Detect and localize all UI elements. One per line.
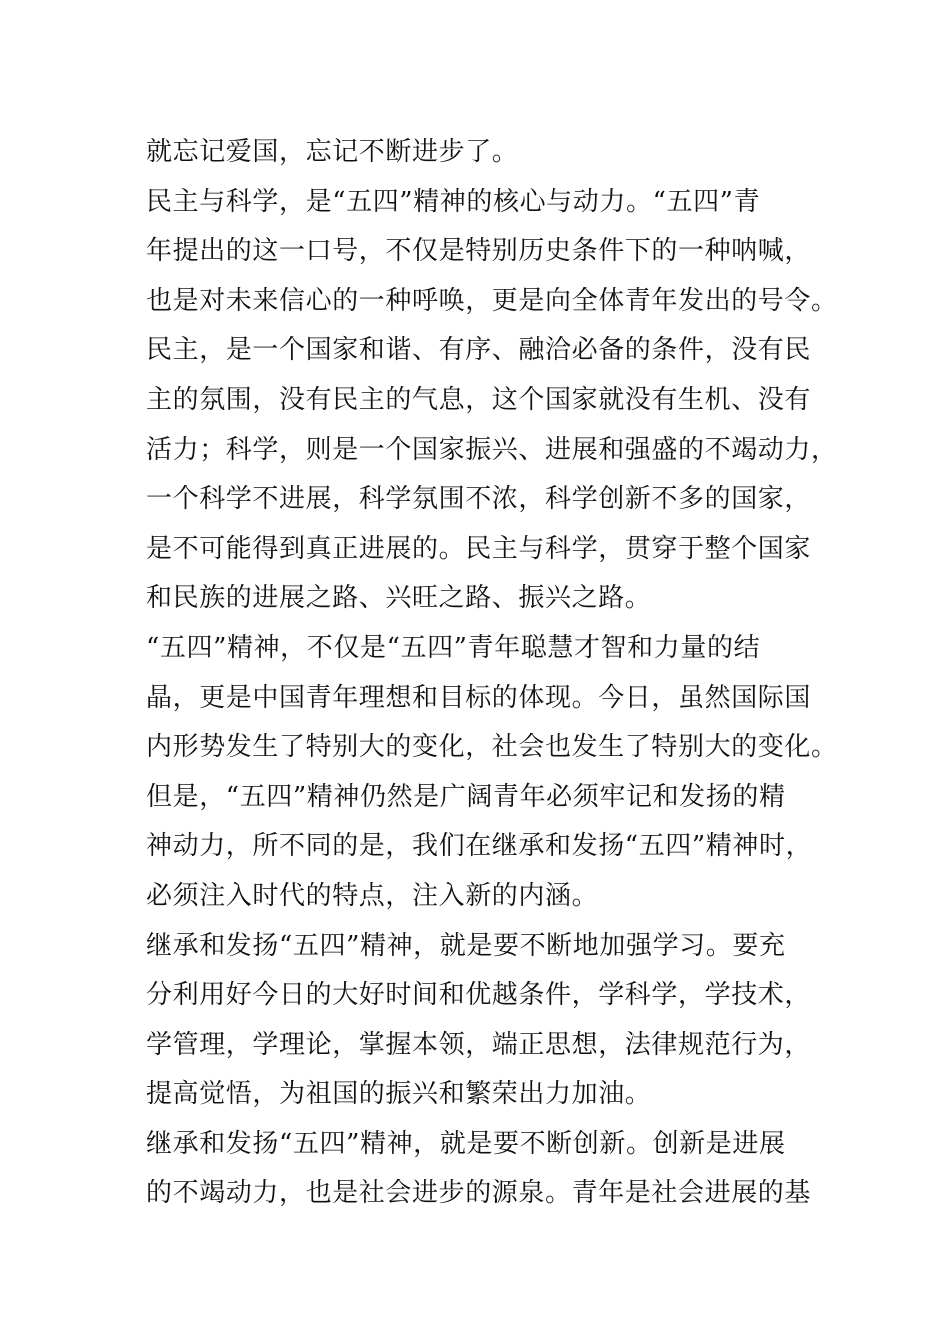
text-line: 和民族的进展之路、兴旺之路、振兴之路。 xyxy=(146,583,652,614)
text-line: 一个科学不进展，科学氛围不浓，科学创新不多的国家， xyxy=(146,484,812,515)
text-line: 主的氛围，没有民主的气息，这个国家就没有生机、没有 xyxy=(146,384,812,415)
text-line: 分利用好今日的大好时间和优越条件，学科学，学技术， xyxy=(146,980,812,1011)
text-line: 继承和发扬“五四”精神，就是要不断地加强学习。要充 xyxy=(146,930,786,961)
text-line: 但是，“五四”精神仍然是广阔青年必须牢记和发扬的精 xyxy=(146,781,786,812)
text-line: 民主，是一个国家和谐、有序、融洽必备的条件，没有民 xyxy=(146,335,812,366)
body-text xyxy=(146,128,838,1219)
text-line: 活力；科学，则是一个国家振兴、进展和强盛的不竭动力， xyxy=(146,434,838,465)
text-line: 提高觉悟，为祖国的振兴和繁荣出力加油。 xyxy=(146,1079,652,1110)
text-line: 必须注入时代的特点，注入新的内涵。 xyxy=(146,880,599,911)
text-line: 学管理，学理论，掌握本领，端正思想，法律规范行为， xyxy=(146,1029,812,1060)
text-line: 就忘记爱国，忘记不断进步了。 xyxy=(146,137,519,167)
text-line: 民主与科学，是“五四”精神的核心与动力。“五四”青 xyxy=(146,186,761,217)
text-line: 神动力，所不同的是，我们在继承和发扬“五四”精神时， xyxy=(146,831,813,862)
text-line: 年提出的这一口号，不仅是特别历史条件下的一种呐喊， xyxy=(146,236,812,267)
text-line: “五四”精神，不仅是“五四”青年聪慧才智和力量的结 xyxy=(146,632,761,663)
text-line: 的不竭动力，也是社会进步的源泉。青年是社会进展的基 xyxy=(146,1178,812,1209)
text-line: 晶，更是中国青年理想和目标的体现。今日，虽然国际国 xyxy=(146,682,812,713)
text-line: 继承和发扬“五四”精神，就是要不断创新。创新是进展 xyxy=(146,1128,786,1159)
text-line: 也是对未来信心的一种呼唤，更是向全体青年发出的号令。 xyxy=(146,285,838,316)
text-line: 内形势发生了特别大的变化，社会也发生了特别大的变化。 xyxy=(146,732,838,763)
text-line: 是不可能得到真正进展的。民主与科学，贯穿于整个国家 xyxy=(146,533,812,564)
